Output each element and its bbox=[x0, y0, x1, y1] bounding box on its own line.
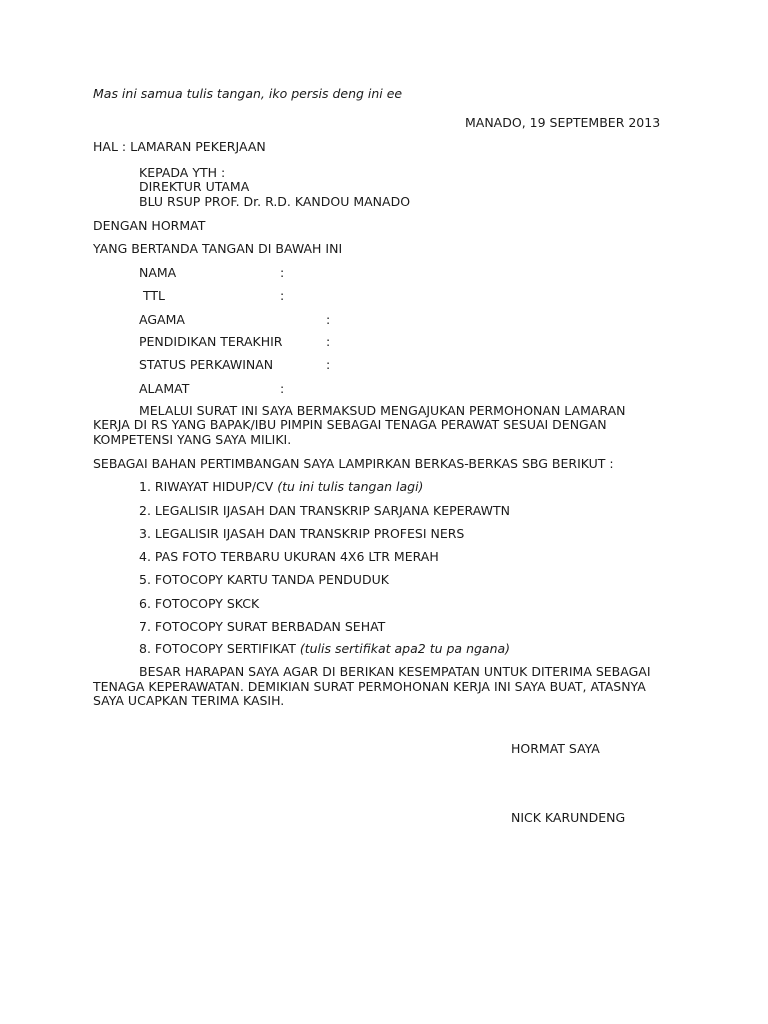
field-colon-pendidikan: : bbox=[326, 334, 331, 349]
attachment-item bbox=[139, 572, 389, 587]
field-colon-alamat: : bbox=[280, 381, 285, 396]
field-colon-ttl: : bbox=[280, 288, 285, 303]
attachment-item bbox=[139, 549, 439, 564]
recipient-line-2: DIREKTUR UTAMA bbox=[139, 179, 250, 194]
place-date: MANADO, 19 SEPTEMBER 2013 bbox=[465, 115, 661, 130]
attachment-item bbox=[139, 479, 423, 494]
field-label-alamat: ALAMAT bbox=[139, 381, 190, 396]
attachment-text: 7. FOTOCOPY SURAT BERBADAN SEHAT bbox=[139, 619, 386, 634]
recipient-line-1: KEPADA YTH : bbox=[139, 165, 226, 180]
handwriting-note: Mas ini samua tulis tangan, iko persis deng ini ee bbox=[93, 86, 403, 101]
attachment-note: (tu ini tulis tangan lagi) bbox=[277, 479, 424, 494]
closing-line-1: BESAR HARAPAN SAYA AGAR DI BERIKAN KESEMPATAN UNTUK DITERIMA SEBAGAI bbox=[139, 664, 651, 679]
attachment-item bbox=[139, 596, 259, 611]
attachment-text: 8. FOTOCOPY SERTIFIKAT bbox=[139, 641, 296, 656]
attachment-text: 5. FOTOCOPY KARTU TANDA PENDUDUK bbox=[139, 572, 389, 587]
paragraph-1-line-1: MELALUI SURAT INI SAYA BERMAKSUD MENGAJUKAN PERMOHONAN LAMARAN bbox=[139, 403, 626, 418]
recipient-line-3: BLU RSUP PROF. Dr. R.D. KANDOU MANADO bbox=[139, 194, 411, 209]
attachment-text: 3. LEGALISIR IJASAH DAN TRANSKRIP PROFESI NERS bbox=[139, 526, 465, 541]
field-colon-agama: : bbox=[326, 312, 331, 327]
subject-line: HAL : LAMARAN PEKERJAAN bbox=[93, 139, 266, 154]
field-colon-status: : bbox=[326, 357, 331, 372]
greeting: DENGAN HORMAT bbox=[93, 218, 206, 233]
attachment-note: (tulis sertifikat apa2 tu pa ngana) bbox=[299, 641, 511, 656]
attachment-text: 6. FOTOCOPY SKCK bbox=[139, 596, 260, 611]
attachment-item bbox=[139, 641, 510, 656]
attachments-intro: SEBAGAI BAHAN PERTIMBANGAN SAYA LAMPIRKAN BERKAS-BERKAS SBG BERIKUT : bbox=[93, 456, 614, 471]
field-label-status: STATUS PERKAWINAN bbox=[139, 357, 274, 372]
field-colon-nama: : bbox=[280, 265, 285, 280]
attachment-text: 4. PAS FOTO TERBARU UKURAN 4X6 LTR MERAH bbox=[139, 549, 439, 564]
intro-line: YANG BERTANDA TANGAN DI BAWAH INI bbox=[93, 241, 343, 256]
field-label-nama: NAMA bbox=[139, 265, 177, 280]
paragraph-1-line-3: KOMPETENSI YANG SAYA MILIKI. bbox=[93, 432, 292, 447]
closing-line-3: SAYA UCAPKAN TERIMA KASIH. bbox=[93, 693, 285, 708]
field-label-ttl: TTL bbox=[139, 288, 165, 303]
sign-off: HORMAT SAYA bbox=[511, 741, 600, 756]
attachment-item bbox=[139, 503, 510, 518]
attachment-item bbox=[139, 526, 464, 541]
closing-line-2: TENAGA KEPERAWATAN. DEMIKIAN SURAT PERMOHONAN KERJA INI SAYA BUAT, ATASNYA bbox=[93, 679, 646, 694]
paragraph-1-line-2: KERJA DI RS YANG BAPAK/IBU PIMPIN SEBAGAI TENAGA PERAWAT SESUAI DENGAN bbox=[93, 417, 607, 432]
field-label-agama: AGAMA bbox=[139, 312, 185, 327]
attachment-item bbox=[139, 619, 385, 634]
attachment-text: 1. RIWAYAT HIDUP/CV bbox=[139, 479, 274, 494]
signer-name: NICK KARUNDENG bbox=[511, 810, 626, 825]
field-label-pendidikan: PENDIDIKAN TERAKHIR bbox=[139, 334, 283, 349]
attachment-text: 2. LEGALISIR IJASAH DAN TRANSKRIP SARJANA KEPERAWTN bbox=[139, 503, 510, 518]
